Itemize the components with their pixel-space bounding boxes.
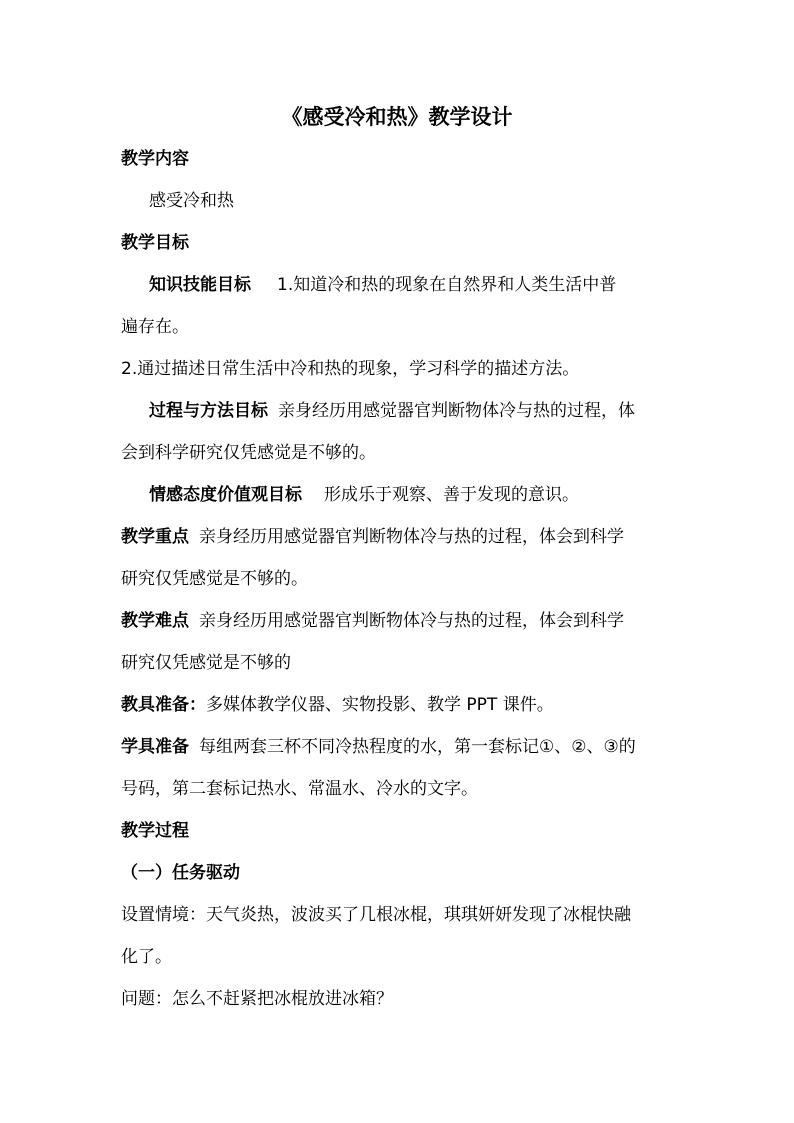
- difficulty-line1: [121, 609, 681, 633]
- key-point-text: 亲身经历用感觉器官判断物体冷与热的过程，体会到科学: [199, 527, 624, 547]
- teaching-content-text: 感受冷和热: [149, 191, 234, 211]
- goal-process-text: 亲身经历用感觉器官判断物体冷与热的过程，体: [278, 401, 635, 421]
- student-tools-line1: [121, 735, 681, 759]
- teacher-tools-line: [121, 693, 681, 717]
- heading-teaching-content: 教学内容: [121, 149, 189, 169]
- heading-teaching-process: 教学过程: [121, 821, 189, 841]
- teacher-tools-text: 多媒体教学仪器、实物投影、教学 PPT 课件。: [206, 695, 554, 715]
- goal-attitude-line: [149, 483, 709, 507]
- document-title: 《感受冷和热》教学设计: [281, 104, 513, 129]
- student-tools-line2: 号码，第二套标记热水、常温水、冷水的文字。: [121, 779, 478, 799]
- heading-teaching-goals: 教学目标: [121, 233, 189, 253]
- goal-process-label: 过程与方法目标: [149, 401, 268, 421]
- question-line: 问题：怎么不赶紧把冰棍放进冰箱？: [121, 989, 393, 1009]
- goal-knowledge-text: 1.知道冷和热的现象在自然界和人类生活中普: [277, 275, 617, 295]
- difficulty-label: 教学难点: [121, 611, 189, 631]
- difficulty-text: 亲身经历用感觉器官判断物体冷与热的过程，体会到科学: [199, 611, 624, 631]
- key-point-line2: 研究仅凭感觉是不够的。: [121, 569, 308, 589]
- goal-process-line2: 会到科学研究仅凭感觉是不够的。: [121, 443, 376, 463]
- goal-process-line1: [149, 399, 709, 423]
- student-tools-text: 每组两套三杯不同冷热程度的水，第一套标记①、②、③的: [199, 737, 636, 757]
- goal-knowledge-label: 知识技能目标: [149, 275, 251, 295]
- section-task-driven: （一）任务驱动: [121, 863, 240, 883]
- goal-knowledge-line2: 遍存在。: [121, 317, 189, 337]
- key-point-label: 教学重点: [121, 527, 189, 547]
- scenario-line1: 设置情境：天气炎热，波波买了几根冰棍，琪琪妍妍发现了冰棍快融: [121, 905, 631, 925]
- scenario-line2: 化了。: [121, 947, 172, 967]
- difficulty-line2: 研究仅凭感觉是不够的: [121, 653, 291, 673]
- goal-attitude-label: 情感态度价值观目标: [149, 485, 302, 505]
- student-tools-label: 学具准备: [121, 737, 189, 757]
- goal-attitude-text: 形成乐于观察、善于发现的意识。: [324, 485, 579, 505]
- key-point-line1: [121, 525, 681, 549]
- teacher-tools-label: 教具准备：: [121, 695, 206, 715]
- goal-knowledge-item2: 2.通过描述日常生活中冷和热的现象，学习科学的描述方法。: [121, 359, 580, 379]
- goal-knowledge-line1: [149, 273, 709, 297]
